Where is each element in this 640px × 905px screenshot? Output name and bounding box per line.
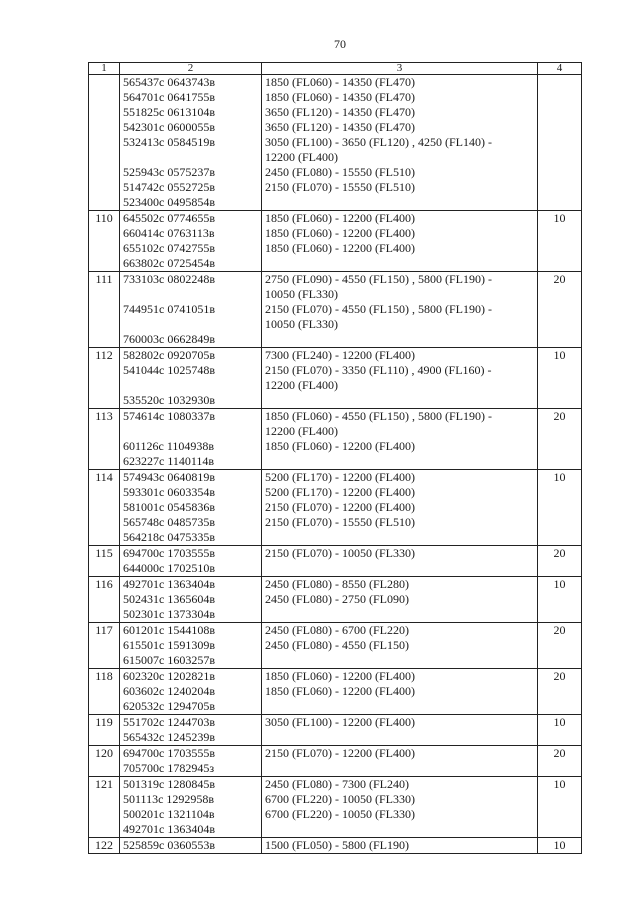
flight-level-range: 2150 (FL070) - 12200 (FL400) bbox=[265, 746, 415, 760]
route-number: 114 bbox=[89, 470, 120, 546]
flight-level-range: 6700 (FL220) - 10050 (FL330) bbox=[265, 792, 415, 806]
route-point-coordinates: 581001с 0545836в bbox=[123, 500, 215, 514]
flight-level-range bbox=[265, 653, 534, 668]
route-point-coordinates: 492701с 1363404в bbox=[123, 577, 215, 591]
table-row bbox=[89, 838, 582, 854]
flight-level-range: 2450 (FL080) - 15550 (FL510) bbox=[265, 165, 415, 179]
route-number: 113 bbox=[89, 409, 120, 470]
route-point-coordinates bbox=[123, 424, 258, 439]
flight-level-range: 1850 (FL060) - 12200 (FL400) bbox=[265, 211, 415, 225]
table-row bbox=[89, 577, 582, 623]
route-point-coordinates: 645502с 0774655в bbox=[123, 211, 215, 225]
column-header-2: 2 bbox=[120, 63, 262, 75]
route-point-coordinates: 551702с 1244703в bbox=[123, 715, 215, 729]
route-point-coordinates: 502301с 1373304в bbox=[123, 607, 215, 621]
route-point-coordinates: 602320с 1202821в bbox=[123, 669, 215, 683]
table-row bbox=[89, 546, 582, 577]
route-points-cell bbox=[120, 746, 262, 777]
flight-level-range: 3650 (FL120) - 14350 (FL470) bbox=[265, 120, 415, 134]
route-point-coordinates: 694700с 1703555в bbox=[123, 546, 215, 560]
flight-level-range: 7300 (FL240) - 12200 (FL400) bbox=[265, 348, 415, 362]
route-point-coordinates bbox=[123, 287, 258, 302]
route-point-coordinates: 593301с 0603354в bbox=[123, 485, 215, 499]
flight-level-range: 2150 (FL070) - 10050 (FL330) bbox=[265, 546, 415, 560]
flight-levels-cell bbox=[262, 838, 538, 854]
table-row bbox=[89, 75, 582, 211]
route-number: 118 bbox=[89, 669, 120, 715]
route-category: 20 bbox=[538, 669, 582, 715]
page-number: 70 bbox=[334, 37, 346, 51]
flight-level-range bbox=[265, 761, 534, 776]
route-number: 119 bbox=[89, 715, 120, 746]
flight-levels-cell bbox=[262, 746, 538, 777]
route-point-coordinates: 532413с 0584519в bbox=[123, 135, 215, 149]
route-number bbox=[89, 75, 120, 211]
route-point-coordinates: 744951с 0741051в bbox=[123, 302, 215, 316]
route-point-coordinates: 644000с 1702510в bbox=[123, 561, 215, 575]
route-category: 10 bbox=[538, 470, 582, 546]
route-point-coordinates: 660414с 0763113в bbox=[123, 226, 215, 240]
table-row bbox=[89, 669, 582, 715]
flight-level-range: 3650 (FL120) - 14350 (FL470) bbox=[265, 105, 415, 119]
flight-level-range: 10050 (FL330) bbox=[265, 317, 338, 331]
route-number: 112 bbox=[89, 348, 120, 409]
route-point-coordinates: 574943с 0640819в bbox=[123, 470, 215, 484]
flight-level-range bbox=[265, 256, 534, 271]
flight-level-range: 3050 (FL100) - 12200 (FL400) bbox=[265, 715, 415, 729]
flight-level-range: 5200 (FL170) - 12200 (FL400) bbox=[265, 485, 415, 499]
flight-level-range: 6700 (FL220) - 10050 (FL330) bbox=[265, 807, 415, 821]
route-number: 120 bbox=[89, 746, 120, 777]
flight-levels-cell bbox=[262, 348, 538, 409]
table-row bbox=[89, 470, 582, 546]
route-point-coordinates bbox=[123, 150, 258, 165]
route-point-coordinates: 492701с 1363404в bbox=[123, 822, 215, 836]
flight-level-range bbox=[265, 530, 534, 545]
route-point-coordinates: 574614с 1080337в bbox=[123, 409, 215, 423]
flight-level-range: 2450 (FL080) - 4550 (FL150) bbox=[265, 638, 409, 652]
flight-level-range bbox=[265, 699, 534, 714]
route-points-cell bbox=[120, 577, 262, 623]
route-point-coordinates: 601126с 1104938в bbox=[123, 439, 215, 453]
flight-levels-cell bbox=[262, 715, 538, 746]
flight-level-range bbox=[265, 332, 534, 347]
route-point-coordinates: 551825с 0613104в bbox=[123, 105, 215, 119]
route-point-coordinates: 525859с 0360553в bbox=[123, 838, 215, 852]
flight-level-range: 1850 (FL060) - 4550 (FL150) , 5800 (FL190) - bbox=[265, 409, 492, 423]
flight-level-range bbox=[265, 561, 534, 576]
route-points-cell bbox=[120, 669, 262, 715]
flight-levels-cell bbox=[262, 272, 538, 348]
flight-level-range: 12200 (FL400) bbox=[265, 424, 338, 438]
route-points-cell bbox=[120, 348, 262, 409]
flight-level-range: 1500 (FL050) - 5800 (FL190) bbox=[265, 838, 409, 852]
route-point-coordinates: 525943с 0575237в bbox=[123, 165, 215, 179]
route-points-cell bbox=[120, 838, 262, 854]
flight-level-range: 1850 (FL060) - 14350 (FL470) bbox=[265, 75, 415, 89]
route-category: 20 bbox=[538, 746, 582, 777]
route-points-cell bbox=[120, 546, 262, 577]
route-number: 117 bbox=[89, 623, 120, 669]
flight-levels-cell bbox=[262, 470, 538, 546]
flight-level-range bbox=[265, 393, 534, 408]
flight-level-range: 2150 (FL070) - 15550 (FL510) bbox=[265, 515, 415, 529]
route-point-coordinates: 615007с 1603257в bbox=[123, 653, 215, 667]
flight-level-range: 2750 (FL090) - 4550 (FL150) , 5800 (FL190) - bbox=[265, 272, 492, 286]
flight-levels-cell bbox=[262, 75, 538, 211]
route-point-coordinates: 564701с 0641755в bbox=[123, 90, 215, 104]
flight-level-range: 2150 (FL070) - 12200 (FL400) bbox=[265, 500, 415, 514]
route-category: 10 bbox=[538, 715, 582, 746]
flight-level-range: 2450 (FL080) - 6700 (FL220) bbox=[265, 623, 409, 637]
route-point-coordinates: 620532с 1294705в bbox=[123, 699, 215, 713]
table-row bbox=[89, 746, 582, 777]
flight-levels-cell bbox=[262, 623, 538, 669]
route-category: 10 bbox=[538, 838, 582, 854]
flight-level-range: 3050 (FL100) - 3650 (FL120) , 4250 (FL140) - bbox=[265, 135, 492, 149]
flight-level-range bbox=[265, 607, 534, 622]
route-number: 116 bbox=[89, 577, 120, 623]
route-points-cell bbox=[120, 623, 262, 669]
route-points-cell bbox=[120, 409, 262, 470]
route-category: 10 bbox=[538, 777, 582, 838]
route-number: 121 bbox=[89, 777, 120, 838]
route-category: 20 bbox=[538, 546, 582, 577]
route-points-cell bbox=[120, 211, 262, 272]
column-header-1: 1 bbox=[89, 63, 120, 75]
flight-level-range: 1850 (FL060) - 14350 (FL470) bbox=[265, 90, 415, 104]
flight-level-range bbox=[265, 454, 534, 469]
flight-level-range: 2450 (FL080) - 7300 (FL240) bbox=[265, 777, 409, 791]
flight-level-range: 5200 (FL170) - 12200 (FL400) bbox=[265, 470, 415, 484]
flight-level-range: 2150 (FL070) - 15550 (FL510) bbox=[265, 180, 415, 194]
column-header-4: 4 bbox=[538, 63, 582, 75]
flight-levels-cell bbox=[262, 409, 538, 470]
route-point-coordinates: 500201с 1321104в bbox=[123, 807, 215, 821]
route-table bbox=[88, 62, 582, 854]
route-category: 20 bbox=[538, 623, 582, 669]
flight-level-range: 1850 (FL060) - 12200 (FL400) bbox=[265, 226, 415, 240]
table-row bbox=[89, 348, 582, 409]
flight-level-range: 12200 (FL400) bbox=[265, 150, 338, 164]
table-body bbox=[89, 75, 582, 854]
column-header-3: 3 bbox=[262, 63, 538, 75]
flight-levels-cell bbox=[262, 577, 538, 623]
route-category: 10 bbox=[538, 348, 582, 409]
route-points-cell bbox=[120, 715, 262, 746]
route-point-coordinates: 615501с 1591309в bbox=[123, 638, 215, 652]
route-category: 10 bbox=[538, 577, 582, 623]
flight-level-range: 2150 (FL070) - 4550 (FL150) , 5800 (FL190) - bbox=[265, 302, 492, 316]
flight-level-range: 10050 (FL330) bbox=[265, 287, 338, 301]
route-points-cell bbox=[120, 75, 262, 211]
flight-level-range: 1850 (FL060) - 12200 (FL400) bbox=[265, 669, 415, 683]
route-number: 110 bbox=[89, 211, 120, 272]
route-number: 122 bbox=[89, 838, 120, 854]
route-point-coordinates: 582802с 0920705в bbox=[123, 348, 215, 362]
route-number: 111 bbox=[89, 272, 120, 348]
route-category: 20 bbox=[538, 272, 582, 348]
route-point-coordinates: 601201с 1544108в bbox=[123, 623, 215, 637]
route-point-coordinates: 523400с 0495854в bbox=[123, 195, 215, 209]
flight-level-range: 2450 (FL080) - 8550 (FL280) bbox=[265, 577, 409, 591]
route-points-cell bbox=[120, 470, 262, 546]
route-point-coordinates: 603602с 1240204в bbox=[123, 684, 215, 698]
route-point-coordinates: 541044с 1025748в bbox=[123, 363, 215, 377]
flight-level-range bbox=[265, 195, 534, 210]
route-point-coordinates: 535520с 1032930в bbox=[123, 393, 215, 407]
flight-levels-cell bbox=[262, 211, 538, 272]
route-point-coordinates: 514742с 0552725в bbox=[123, 180, 215, 194]
flight-levels-cell bbox=[262, 546, 538, 577]
route-point-coordinates: 542301с 0600055в bbox=[123, 120, 215, 134]
table-row bbox=[89, 715, 582, 746]
route-point-coordinates: 502431с 1365604в bbox=[123, 592, 215, 606]
route-point-coordinates: 663802с 0725454в bbox=[123, 256, 215, 270]
route-points-cell bbox=[120, 777, 262, 838]
route-point-coordinates: 733103с 0802248в bbox=[123, 272, 215, 286]
route-point-coordinates bbox=[123, 378, 258, 393]
flight-level-range: 2450 (FL080) - 2750 (FL090) bbox=[265, 592, 409, 606]
route-number: 115 bbox=[89, 546, 120, 577]
table-header-row bbox=[89, 63, 582, 75]
flight-level-range: 2150 (FL070) - 3350 (FL110) , 4900 (FL160) - bbox=[265, 363, 492, 377]
flight-levels-cell bbox=[262, 777, 538, 838]
route-points-cell bbox=[120, 272, 262, 348]
route-point-coordinates: 565432с 1245239в bbox=[123, 730, 215, 744]
route-point-coordinates: 565748с 0485735в bbox=[123, 515, 215, 529]
route-point-coordinates bbox=[123, 317, 258, 332]
route-point-coordinates: 694700с 1703555в bbox=[123, 746, 215, 760]
route-point-coordinates: 501319с 1280845в bbox=[123, 777, 215, 791]
route-point-coordinates: 760003с 0662849в bbox=[123, 332, 215, 346]
route-point-coordinates: 705700с 1782945з bbox=[123, 761, 215, 775]
flight-level-range: 1850 (FL060) - 12200 (FL400) bbox=[265, 439, 415, 453]
flight-level-range bbox=[265, 822, 534, 837]
route-point-coordinates: 501113с 1292958в bbox=[123, 792, 215, 806]
route-point-coordinates: 565437с 0643743в bbox=[123, 75, 215, 89]
table-row bbox=[89, 272, 582, 348]
route-point-coordinates: 623227с 1140114в bbox=[123, 454, 215, 468]
flight-level-range: 1850 (FL060) - 12200 (FL400) bbox=[265, 241, 415, 255]
flight-levels-cell bbox=[262, 669, 538, 715]
table-row bbox=[89, 777, 582, 838]
flight-level-range: 1850 (FL060) - 12200 (FL400) bbox=[265, 684, 415, 698]
route-category bbox=[538, 75, 582, 211]
table-row bbox=[89, 623, 582, 669]
table-row bbox=[89, 211, 582, 272]
route-point-coordinates: 564218с 0475335в bbox=[123, 530, 215, 544]
flight-level-range bbox=[265, 730, 534, 745]
route-point-coordinates: 655102с 0742755в bbox=[123, 241, 215, 255]
flight-level-range: 12200 (FL400) bbox=[265, 378, 338, 392]
route-category: 20 bbox=[538, 409, 582, 470]
table-row bbox=[89, 409, 582, 470]
route-category: 10 bbox=[538, 211, 582, 272]
